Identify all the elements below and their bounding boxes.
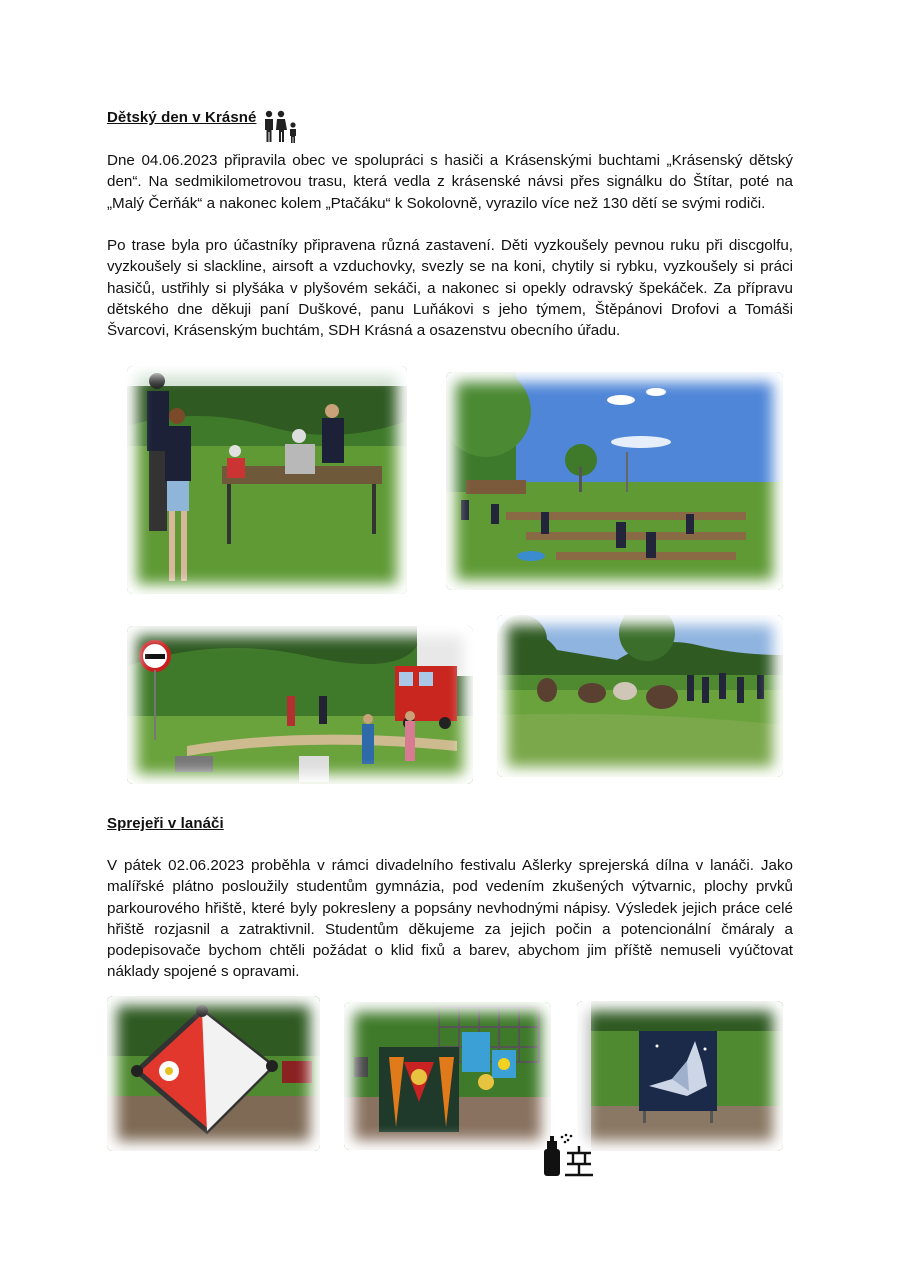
photo-owl-board <box>344 1002 551 1150</box>
photo-fire-truck <box>127 626 473 784</box>
photo-swan-board <box>577 1001 783 1151</box>
section-title-childrens-day: Dětský den v Krásné <box>107 109 257 126</box>
section-title-sprayers: Sprejeři v lanáči <box>107 815 224 832</box>
family-icon <box>262 110 300 144</box>
paragraph-childrens-day-stations: Po trase byla pro účastníky připravena různá zastavení. Děti vyzkoušely pevnou ruku při discgolfu, vyzkoušely si slackline, airsoft a vzduchovky, svezly se na koni, chytily si rybku, vyzkoušely si práci hasičů, ustřihly si plyšáka v plyšovém sekáči, a nakonec si opekly odravský špekáček. Za přípravu dětského dne děkuji paní Duškové, panu Luňákovi s jeho týmem, Štěpánovi Drofovi a Tomáši Švarcovi, Krásenským buchtám, SDH Krásná a osazenstvu obecního úřadu. <box>107 237 793 340</box>
spray-can-wall-icon <box>541 1131 595 1177</box>
photo-horses <box>497 615 783 777</box>
paragraph-sprayers: V pátek 02.06.2023 proběhla v rámci divadelního festivalu Ašlerky sprejerská dílna v lanáči. Jako malířské plátno posloužily studentům gymnázia, pod vedením zkušených výtvarnic, plochy prvků parkourového hřiště, které byly pokresleny a popsány nevhodnými nápisy. Výsledek jejich práce celé hřiště rozjasnil a zatraktivnil. Studentům děkujeme za jejich počin a potencionální čmáraly a podepisovače bychom chtěli požádat o klid fixů a barev, abychom jim příště nemuseli vyúčtovat náklady spojené s opravami. <box>107 857 793 981</box>
photo-painted-diamond <box>107 996 320 1151</box>
photo-picnic-area <box>446 372 783 590</box>
paragraph-childrens-day-intro: Dne 04.06.2023 připravila obec ve spolupráci s hasiči a Krásenskými buchtami „Krásenský dětský den“. Na sedmikilometrovou trasu, která vedla z krásenské návsi přes signálku do Štítar, poté na „Malý Čerňák“ a nakonec kolem „Ptačáku“ k Sokolovně, vyrazilo více než 130 dětí se svými rodiči. <box>107 152 793 212</box>
photo-kids-at-table <box>127 366 407 594</box>
